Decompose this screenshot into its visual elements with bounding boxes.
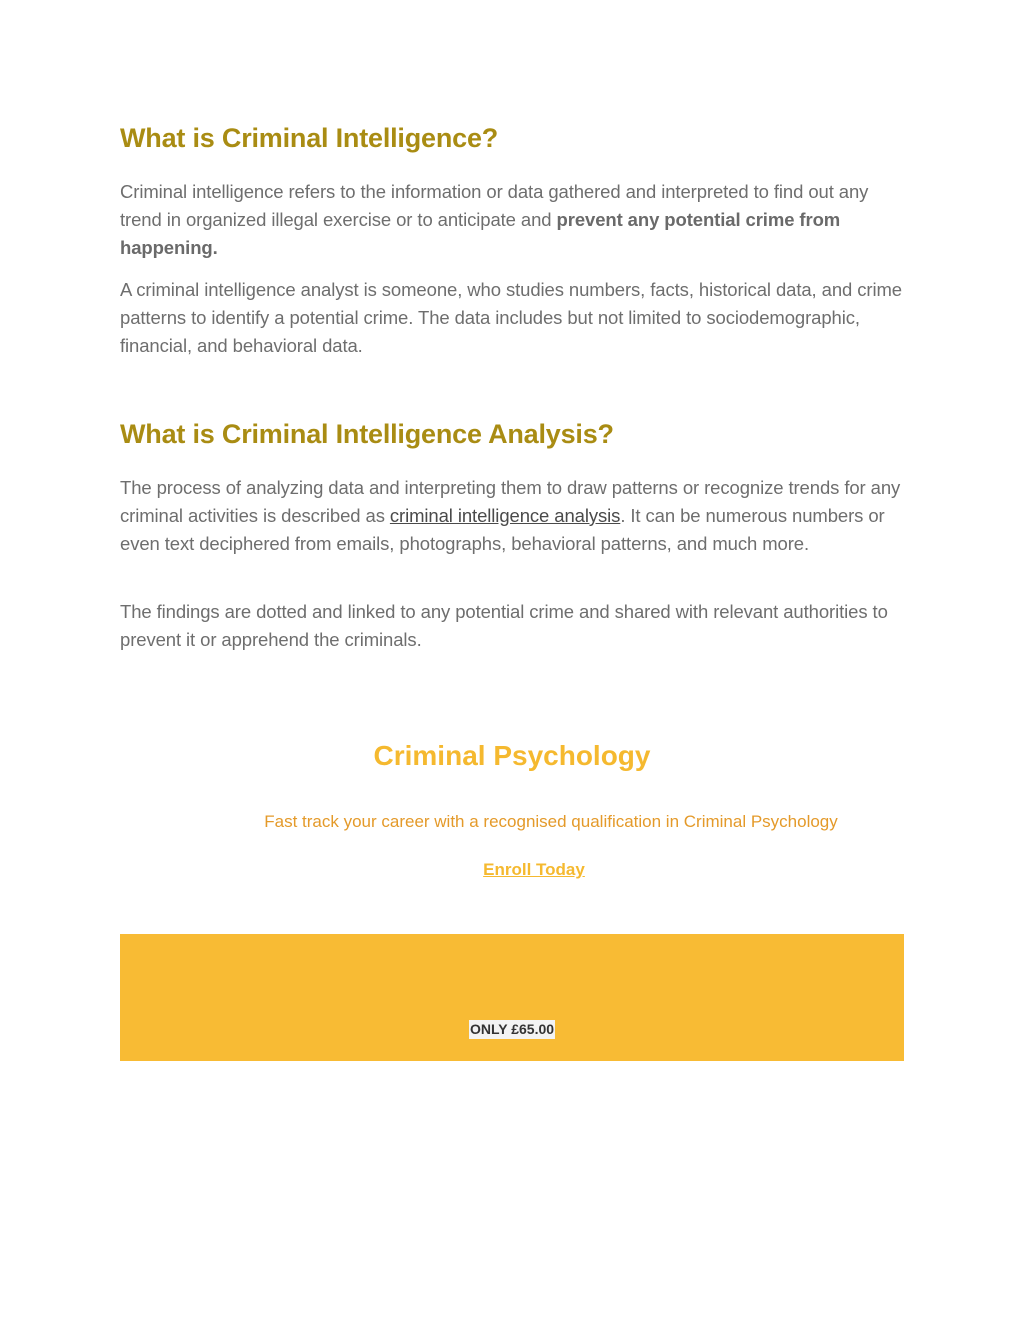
- enroll-today-link[interactable]: Enroll Today: [483, 860, 585, 879]
- price-label: ONLY £65.00: [469, 1021, 555, 1037]
- price-banner[interactable]: [120, 934, 904, 1061]
- paragraph-analyst: [120, 276, 904, 360]
- price-container: [120, 1020, 904, 1039]
- paragraph-definition-text: Criminal intelligence refers to the information or data gathered and interpreted to find out any trend in organized illegal exercise or to anticipate and: [120, 181, 869, 230]
- paragraph-analyst-text: A criminal intelligence analyst is someone, who studies numbers, facts, historical data, and crime patterns to identify a potential crime. The data includes but not limited to sociodemographic, financial, and behavioral data.: [120, 279, 902, 356]
- paragraph-findings-text: The findings are dotted and linked to any potential crime and shared with relevant authorities to prevent it or apprehend the criminals.: [120, 601, 888, 650]
- heading-criminal-intelligence: What is Criminal Intelligence?: [120, 123, 499, 153]
- paragraph-process-text-after: . It can be numerous numbers or even text deciphered from emails, photographs, behavioral patterns, and much more.: [120, 505, 885, 554]
- paragraph-process-text-before: The process of analyzing data and interpreting them to draw patterns or recognize trends for any criminal activities is described as: [120, 477, 901, 526]
- paragraph-findings: [120, 598, 904, 654]
- paragraph-definition-bold: prevent any potential crime from happening.: [120, 209, 841, 258]
- paragraph-process: [120, 474, 904, 558]
- promo-title: Criminal Psychology: [373, 740, 651, 771]
- promo-subtitle: Fast track your career with a recognised qualification in Criminal Psychology: [264, 812, 838, 831]
- section-criminal-intelligence: [120, 122, 904, 154]
- section-criminal-intelligence-analysis: [120, 418, 904, 450]
- enroll-container: [0, 859, 1024, 881]
- criminal-intelligence-analysis-link[interactable]: criminal intelligence analysis: [389, 505, 621, 526]
- heading-criminal-intelligence-analysis: What is Criminal Intelligence Analysis?: [120, 419, 614, 449]
- paragraph-definition: [120, 178, 904, 262]
